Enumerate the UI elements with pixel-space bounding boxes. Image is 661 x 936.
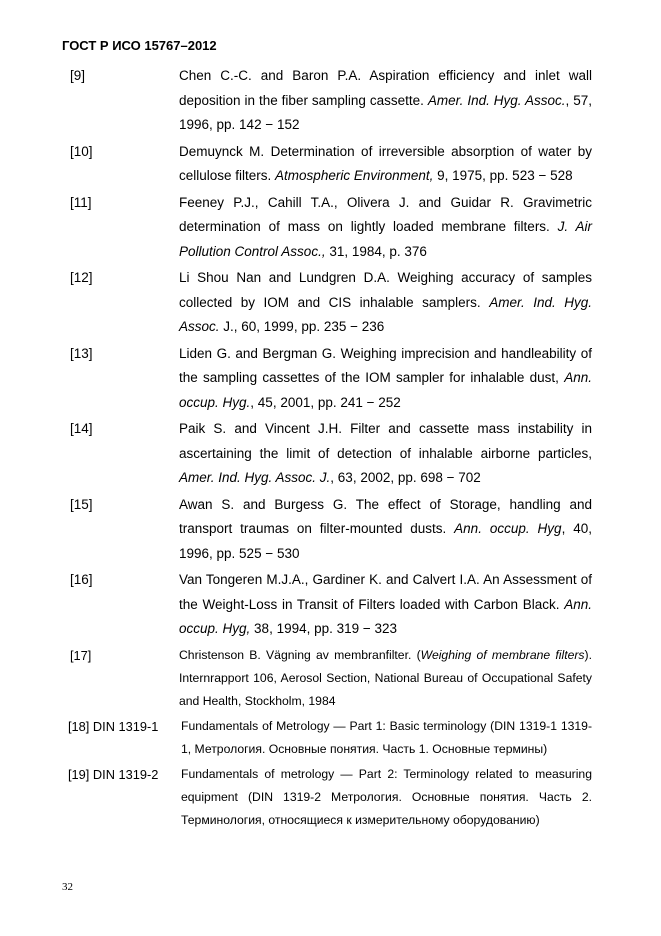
reference-text-part: J., 60, 1999, pp. 235 − 236: [219, 319, 385, 334]
reference-text: [179, 140, 592, 189]
reference-text-part: Fundamentals of metrology — Part 2: Terminology related to measuring equipment (DIN 1319-2 Метрология. Основные понятия. Часть 2. Терминология, относящиеся к измерительному оборудованию): [181, 766, 592, 827]
reference-text: [179, 64, 592, 138]
reference-item: [0, 644, 661, 713]
reference-item: [0, 266, 661, 340]
reference-source-italic: Atmospheric Environment,: [275, 168, 434, 183]
reference-text: [179, 644, 592, 713]
reference-text: [179, 191, 592, 265]
reference-text: [179, 417, 592, 491]
reference-source-italic: Amer. Ind. Hyg. Assoc. J.: [179, 470, 331, 485]
reference-text-part: Awan S. and Burgess G. The effect of Storage, handling and transport traumas on filter-mounted dusts.: [179, 496, 592, 536]
reference-item: [0, 191, 661, 265]
reference-text-part: Demuynck M. Determination of irreversible absorption of water by cellulose filters.: [179, 143, 592, 183]
reference-text: [179, 493, 592, 567]
reference-text-part: Feeney P.J., Cahill T.A., Olivera J. and Guidar R. Gravimetric determination of mass on lightly loaded membrane filters.: [179, 194, 592, 234]
reference-text: [179, 568, 592, 642]
reference-number: [12]: [70, 270, 93, 285]
reference-number: [10]: [70, 143, 93, 159]
reference-text-part: Christenson B. Vägning av membranfilter. (: [179, 647, 421, 662]
page-number: 32: [62, 881, 73, 893]
reference-text-part: Van Tongeren M.J.A., Gardiner K. and Calvert I.A. An Assessment of the Weight-Loss in Transit of Filters loaded with Carbon Black.: [179, 572, 592, 612]
reference-text-part: , 63, 2002, pp. 698 − 702: [330, 470, 481, 485]
reference-text-part: , 40, 1996, pp. 525 − 530: [179, 521, 592, 561]
reference-item: [0, 140, 661, 189]
reference-text-part: , 45, 2001, pp. 241 − 252: [250, 394, 401, 410]
reference-text: [179, 266, 592, 340]
reference-item: [0, 493, 661, 567]
reference-text-part: 31, 1984, p. 376: [325, 243, 427, 259]
reference-text-part: Fundamentals of Metrology — Part 1: Basic terminology (DIN 1319-1 1319-1, Метрология. Основные понятия. Часть 1. Основные термины): [181, 718, 592, 756]
reference-text: [181, 763, 592, 832]
reference-number: [13]: [70, 345, 93, 361]
reference-item: [0, 64, 661, 138]
reference-number: [11]: [70, 194, 92, 210]
reference-item: [0, 568, 661, 642]
reference-source-italic: Amer. Ind. Hyg. Assoc.: [427, 92, 566, 108]
reference-number: [16]: [70, 572, 93, 587]
reference-text-part: Chen C.-C. and Baron P.A. Aspiration efficiency and inlet wall deposition in the fiber sampling cassette.: [179, 68, 592, 108]
reference-number: [17]: [70, 647, 92, 663]
reference-text-part: 9, 1975, pp. 523 − 528: [433, 168, 573, 183]
reference-source-italic: Ann. occup. Hyg: [454, 521, 562, 536]
reference-number: [14]: [70, 421, 93, 436]
reference-text-part: Li Shou Nan and Lundgren D.A. Weighing accuracy of samples collected by IOM and CIS inhalable samplers.: [179, 270, 592, 310]
document-header: ГОСТ Р ИСО 15767–2012: [62, 38, 217, 53]
reference-number: [15]: [70, 496, 93, 512]
reference-item: [0, 342, 661, 416]
reference-text: [181, 715, 592, 761]
reference-source-italic: Ann. occup. Hyg.: [179, 370, 592, 410]
reference-number: [19] DIN 1319-2: [68, 766, 159, 782]
reference-text-part: Liden G. and Bergman G. Weighing imprecision and handleability of the sampling cassettes of the IOM sampler for inhalable dust,: [179, 345, 592, 385]
reference-source-italic: J. Air Pollution Control Assoc.,: [179, 219, 592, 259]
reference-text: [179, 342, 592, 416]
reference-number: [18] DIN 1319-1: [68, 718, 159, 734]
reference-text-part: Paik S. and Vincent J.H. Filter and cassette mass instability in ascertaining the limit of detection of inhalable airborne particles,: [179, 421, 592, 461]
reference-text-part: ). Internrapport 106, Aerosol Section, National Bureau of Occupational Safety and Health, Stockholm, 1984: [179, 647, 592, 708]
reference-source-italic: Weighing of membrane filters: [420, 647, 585, 662]
reference-item: [0, 417, 661, 491]
reference-number: [9]: [70, 68, 86, 83]
bibliography-list: [0, 64, 661, 834]
reference-source-italic: Amer. Ind. Hyg. Assoc.: [179, 294, 593, 334]
reference-item: [0, 715, 661, 761]
reference-text-part: 38, 1994, pp. 319 − 323: [250, 621, 398, 636]
reference-source-italic: Ann. occup. Hyg,: [179, 596, 592, 636]
reference-text-part: , 57, 1996, pp. 142 − 152: [179, 92, 592, 132]
reference-item: [0, 763, 661, 832]
